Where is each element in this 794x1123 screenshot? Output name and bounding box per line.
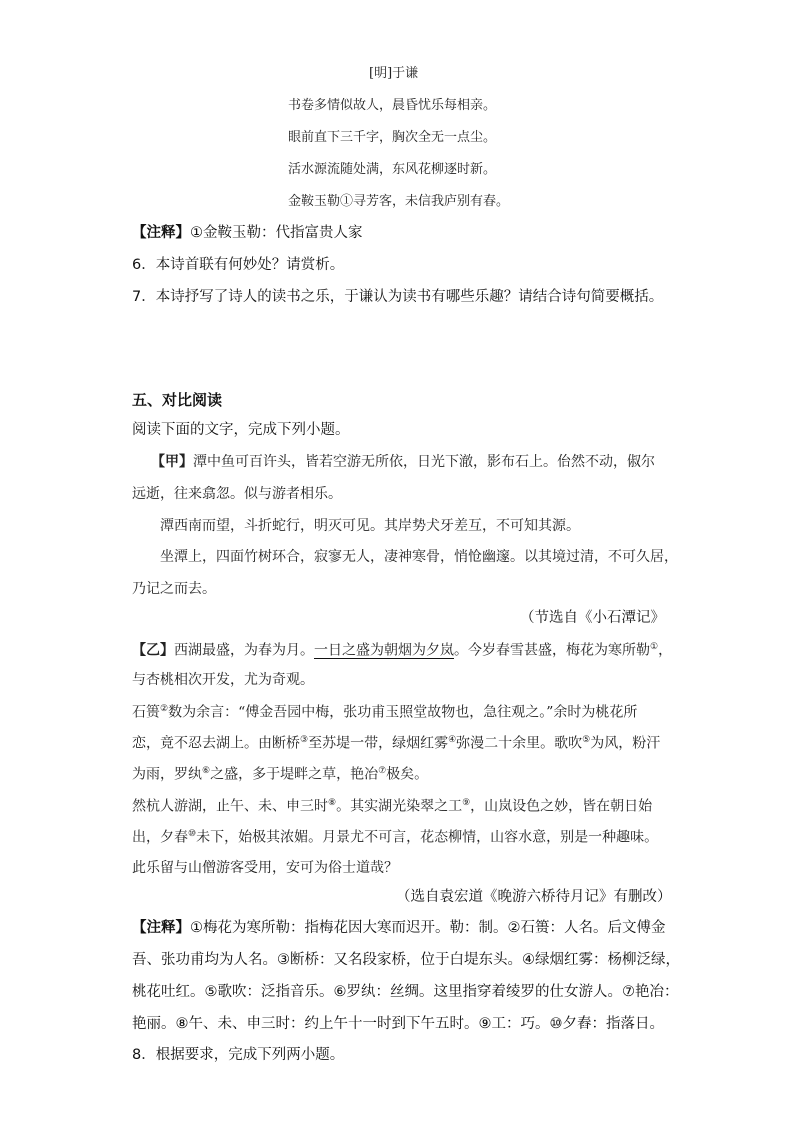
yi-source: （选自袁宏道《晚游六桥待月记》有删改） bbox=[396, 889, 672, 905]
yi-line-6: 然杭人游湖，止午、未、申三时⑧。其实湖光染翠之工⑨，山岚设色之妙，皆在朝日始 bbox=[132, 798, 653, 815]
notes-label: 【注释】 bbox=[132, 920, 190, 936]
yi-line-4: 恋，竟不忍去湖上。由断桥③至苏堤一带，绿烟红雾④弥漫二十余里。歌吹⑤为风，粉汗 bbox=[132, 735, 661, 752]
section-heading: 五、对比阅读 bbox=[132, 391, 223, 409]
jia-label: 【甲】 bbox=[151, 454, 193, 470]
poem-author: [明]于谦 bbox=[369, 66, 419, 81]
yi-line-2: 与杏桃相次开发，尤为奇观。 bbox=[132, 672, 314, 688]
poem-note bbox=[132, 225, 363, 242]
question-7: 7．本诗抒写了诗人的读书之乐，于谦认为读书有哪些乐趣？请结合诗句简要概括。 bbox=[132, 289, 664, 305]
poem-line-3: 活水源流随处满，东风花柳逐时新。 bbox=[288, 162, 497, 177]
yi-line-3: 石篑②数为余言：“傅金吾园中梅，张功甫玉照堂故物也，急往观之。”余时为桃花所 bbox=[132, 704, 638, 721]
jia-paragraph-1-line-1: 【甲】潭中鱼可百许头，皆若空游无所依，日光下澈，影布石上。佁然不动，俶尔 bbox=[151, 454, 655, 470]
notes-line-4: 艳丽。⑧午、未、申三时：约上午十一时到下午五时。⑨工：巧。⑩夕舂：指落日。 bbox=[132, 1016, 664, 1032]
poem-note-label: 【注释】 bbox=[132, 225, 190, 241]
notes-line-3: 桃花吐红。⑤歌吹：泛指音乐。⑥罗纨：丝绸。这里指穿着绫罗的仕女游人。⑦艳冶： bbox=[132, 984, 679, 1000]
yi-line-5: 为雨，罗纨⑥之盛，多于堤畔之草，艳冶⑦极矣。 bbox=[132, 766, 429, 783]
poem-line-1: 书卷多情似故人，晨昏忧乐每相亲。 bbox=[288, 98, 497, 113]
question-8: 8．根据要求，完成下列两小题。 bbox=[132, 1047, 345, 1063]
poem-note-text: ①金鞍玉勒：代指富贵人家 bbox=[190, 225, 363, 241]
notes-line-1: 【注释】①梅花为寒所勒：指梅花因大寒而迟开。勒：制。②石篑：人名。后文傅金 bbox=[132, 920, 666, 936]
jia-paragraph-1-line-2: 远逝，往来翕忽。似与游者相乐。 bbox=[132, 486, 342, 502]
jia-paragraph-3-line-2: 乃记之而去。 bbox=[132, 581, 216, 597]
yi-label: 【乙】 bbox=[132, 642, 174, 659]
notes-line-2: 吾、张功甫均为人名。③断桥：又名段家桥，位于白堤东头。④绿烟红雾：杨柳泛绿， bbox=[132, 952, 680, 968]
poem-line-2: 眼前直下三千字，胸次全无一点尘。 bbox=[288, 130, 497, 145]
jia-source: （节选自《小石潭记》 bbox=[520, 610, 665, 626]
yi-line-7: 出，夕春⑩未下，始极其浓媚。月景尤不可言，花态柳情，山容水意，别是一种趣味。 bbox=[132, 829, 659, 846]
yi-line-8: 此乐留与山僧游客受用，安可为俗士道哉？ bbox=[132, 860, 398, 876]
poem-line-4: 金鞍玉勒①寻芳客，未信我庐别有春。 bbox=[288, 194, 510, 209]
section-instruction: 阅读下面的文字，完成下列小题。 bbox=[132, 422, 350, 438]
question-6: 6．本诗首联有何妙处？请赏析。 bbox=[132, 257, 345, 273]
yi-line-1: 【乙】西湖最盛，为春为月。一日之盛为朝烟为夕岚。今岁春雪甚盛，梅花为寒所勒①， bbox=[132, 642, 673, 659]
jia-paragraph-3-line-1: 坐潭上，四面竹树环合，寂寥无人，凄神寒骨，悄怆幽邃。以其境过清，不可久居， bbox=[160, 549, 678, 565]
underlined-sentence: 一日之盛为朝烟为夕岚 bbox=[314, 642, 454, 659]
jia-paragraph-2: 潭西南而望，斗折蛇行，明灭可见。其岸势犬牙差互，不可知其源。 bbox=[160, 518, 580, 534]
